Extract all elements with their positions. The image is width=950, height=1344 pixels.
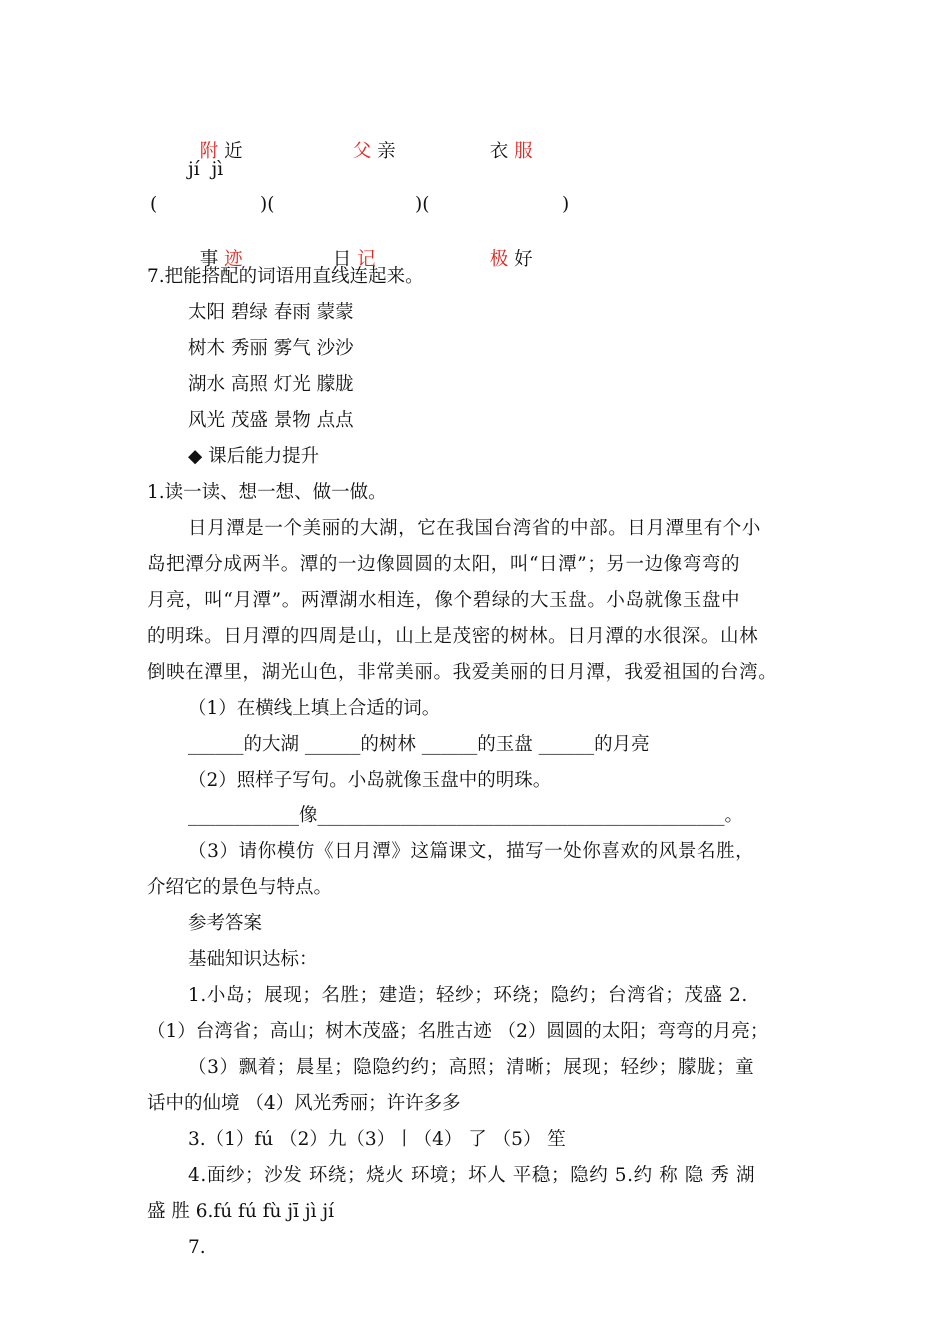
paren-close: ) (562, 194, 570, 215)
answers-heading: 参考答案 (188, 913, 263, 934)
sub-question-1: （1）在横线上填上合适的词。 (188, 698, 441, 719)
q1-title: 1.读一读、想一想、做一做。 (147, 482, 387, 503)
answer-line: （1）台湾省；高山；树木茂盛；名胜古迹 （2）圆圆的太阳；弯弯的月亮； (147, 1021, 769, 1042)
q7-title: 7.把能搭配的词语用直线连起来。 (147, 266, 424, 287)
paren-mid-1: )( (260, 194, 275, 215)
vocab-word-jihao (478, 232, 533, 269)
vocab-word-fuqin (341, 124, 396, 161)
pinyin-line: jí jì (188, 159, 224, 180)
match-row: 树木 秀丽 雾气 沙沙 (188, 338, 354, 359)
answer-line: 1.小岛；展现；名胜；建造；轻纱；环绕；隐约；台湾省；茂盛 2. (188, 985, 748, 1006)
match-row: 太阳 碧绿 春雨 蒙蒙 (188, 302, 354, 323)
vocab-word-riji (321, 232, 376, 269)
match-row: 风光 茂盛 景物 点点 (188, 410, 354, 431)
vocab-char: 事 (199, 248, 219, 270)
passage-line: 日月潭是一个美丽的大湖，它在我国台湾省的中部。日月潭里有个小 (188, 518, 762, 539)
answer-line: 7. (188, 1237, 206, 1258)
blank-mid: 像 (299, 805, 318, 826)
passage-line: 倒映在潭里，湖光山色，非常美丽。我爱美丽的日月潭，我爱祖国的台湾。 (147, 662, 778, 683)
basics-heading: 基础知识达标： (188, 949, 318, 970)
blank-left: ____________ (188, 805, 299, 826)
vocab-char: 迹 (224, 248, 243, 270)
vocab-char: 父 (352, 140, 372, 162)
vocab-char: 记 (357, 248, 376, 270)
vocab-char: 日 (332, 248, 352, 270)
answer-line: 3.（1）fú （2）九（3）丨（4） 了 （5） 笙 (188, 1129, 566, 1150)
passage-line: 月亮，叫“月潭”。两潭湖水相连，像个碧绿的大玉盘。小岛就像玉盘中 (147, 590, 741, 611)
vocab-char: 亲 (377, 140, 396, 162)
vocab-char: 好 (514, 248, 533, 270)
sub-question-3-cont: 介绍它的景色与特点。 (147, 877, 333, 898)
vocab-char: 衣 (489, 140, 509, 162)
sub-question-2: （2）照样子写句。小岛就像玉盘中的明珠。 (188, 770, 552, 791)
section-heading: ◆ 课后能力提升 (188, 446, 320, 467)
paren-mid-2: )( (415, 194, 430, 215)
vocab-word-yifu (478, 124, 533, 161)
answer-line: （3）飘着；晨星；隐隐约约；高照；清晰；展现；轻纱；朦胧；童 (188, 1057, 755, 1078)
paren-open: ( (150, 194, 158, 215)
vocab-word-fujin (188, 124, 243, 161)
answer-line: 4.面纱；沙发 环绕；烧火 环境；坏人 平稳；隐约 5.约 称 隐 秀 湖 (188, 1165, 756, 1186)
blank-end: 。 (724, 805, 744, 826)
blank-right: ____________________________________________ (317, 805, 725, 826)
passage-line: 岛把潭分成两半。潭的一边像圆圆的太阳，叫“日潭”；另一边像弯弯的 (147, 554, 741, 575)
vocab-char: 近 (224, 140, 243, 162)
match-row: 湖水 高照 灯光 朦胧 (188, 374, 354, 395)
vocab-word-shiji (188, 232, 243, 269)
sub-question-3: （3）请你模仿《日月潭》这篇课文，描写一处你喜欢的风景名胜， (188, 841, 755, 862)
vocab-char: 极 (489, 248, 509, 270)
sentence-blank-line (188, 807, 743, 826)
passage-line: 的明珠。日月潭的四周是山，山上是茂密的树林。日月潭的水很深。山林 (147, 626, 759, 647)
answer-line: 盛 胜 6.fú fú fù jī jì jí (147, 1201, 335, 1222)
vocab-char: 服 (514, 140, 533, 162)
answer-line: 话中的仙境 （4）风光秀丽；许许多多 (147, 1093, 461, 1114)
fill-blanks-line: ______的大湖 ______的树林 ______的玉盘 ______的月亮 (188, 734, 650, 755)
vocab-char: 附 (199, 140, 219, 162)
